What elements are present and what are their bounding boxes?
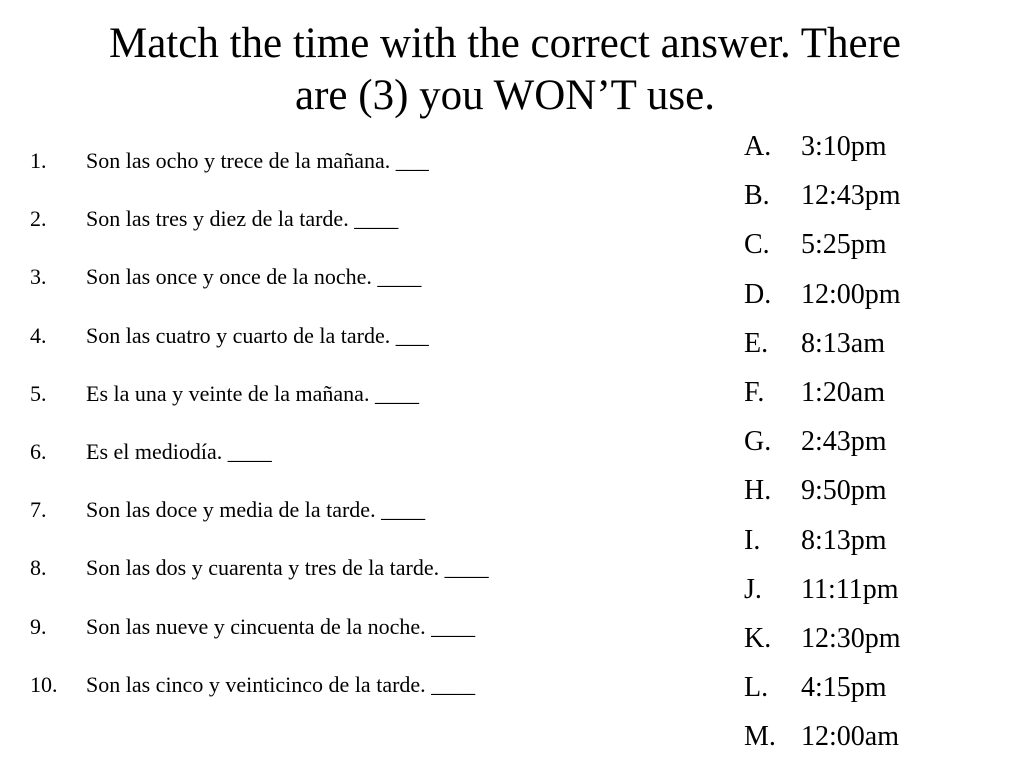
answer-time: 8:13am xyxy=(801,327,885,359)
question-text: Son las cinco y veinticinco de la tarde. ____ xyxy=(86,671,476,697)
answer-item xyxy=(744,371,901,420)
answer-item xyxy=(744,125,901,174)
answer-letter: C. xyxy=(744,229,770,261)
question-number: 10. xyxy=(30,671,58,697)
answer-item xyxy=(744,715,901,764)
answer-item xyxy=(744,273,901,322)
answer-time: 2:43pm xyxy=(801,426,887,458)
answer-item xyxy=(744,617,901,666)
question-item xyxy=(30,321,489,379)
question-text: Son las once y once de la noche. ____ xyxy=(86,264,422,290)
question-item xyxy=(30,437,489,495)
answer-time: 12:30pm xyxy=(801,622,901,654)
answer-time: 12:00pm xyxy=(801,278,901,310)
answer-letter: M. xyxy=(744,721,776,753)
answer-time: 8:13pm xyxy=(801,524,887,556)
answer-letter: G. xyxy=(744,426,772,458)
answer-item xyxy=(744,223,901,272)
page-title xyxy=(0,18,1010,122)
answer-letter: J. xyxy=(744,573,762,605)
answer-time: 12:00am xyxy=(801,721,899,753)
question-item xyxy=(30,204,489,262)
question-text: Son las dos y cuarenta y tres de la tarde. ____ xyxy=(86,555,489,581)
question-number: 9. xyxy=(30,613,47,639)
answer-item xyxy=(744,420,901,469)
question-number: 3. xyxy=(30,264,47,290)
question-list xyxy=(30,146,489,728)
answer-letter: A. xyxy=(744,131,772,162)
answer-item xyxy=(744,519,901,568)
answer-item xyxy=(744,322,901,371)
question-item xyxy=(30,670,489,728)
question-number: 6. xyxy=(30,438,47,464)
question-number: 2. xyxy=(30,206,47,232)
answer-time: 5:25pm xyxy=(801,229,887,261)
answer-item xyxy=(744,666,901,715)
question-text: Es el mediodía. ____ xyxy=(86,438,272,464)
question-number: 4. xyxy=(30,322,47,348)
question-text: Son las tres y diez de la tarde. ____ xyxy=(86,206,399,232)
question-item xyxy=(30,553,489,611)
question-text: Son las doce y media de la tarde. ____ xyxy=(86,497,426,523)
question-item xyxy=(30,612,489,670)
answer-letter: L. xyxy=(744,672,769,704)
title-line-1: Match the time with the correct answer. There xyxy=(108,20,901,67)
answer-time: 9:50pm xyxy=(801,475,887,507)
question-item xyxy=(30,495,489,553)
answer-letter: B. xyxy=(744,180,770,212)
question-text: Es la una y veinte de la mañana. ____ xyxy=(86,380,419,406)
answer-item xyxy=(744,469,901,518)
answer-time: 4:15pm xyxy=(801,672,887,704)
question-text: Son las cuatro y cuarto de la tarde. ___ xyxy=(86,322,429,348)
answer-time: 12:43pm xyxy=(801,180,901,212)
answer-letter: E. xyxy=(744,327,769,359)
question-number: 5. xyxy=(30,380,47,406)
answer-letter: H. xyxy=(744,475,772,507)
answer-item xyxy=(744,568,901,617)
question-number: 1. xyxy=(30,148,47,173)
question-number: 8. xyxy=(30,555,47,581)
question-item xyxy=(30,262,489,320)
answer-time: 11:11pm xyxy=(801,573,899,605)
answer-letter: D. xyxy=(744,278,772,310)
answer-letter: K. xyxy=(744,622,772,654)
question-text: Son las ocho y trece de la mañana. ___ xyxy=(86,148,429,173)
answer-list xyxy=(744,125,901,764)
answer-letter: I. xyxy=(744,524,761,556)
question-text: Son las nueve y cincuenta de la noche. ____ xyxy=(86,613,476,639)
answer-letter: F. xyxy=(744,376,765,408)
answer-item xyxy=(744,174,901,223)
question-item xyxy=(30,146,489,204)
question-item xyxy=(30,379,489,437)
answer-time: 3:10pm xyxy=(801,131,887,162)
question-number: 7. xyxy=(30,497,47,523)
answer-time: 1:20am xyxy=(801,376,885,408)
title-line-2: are (3) you WON’T use. xyxy=(295,72,715,119)
